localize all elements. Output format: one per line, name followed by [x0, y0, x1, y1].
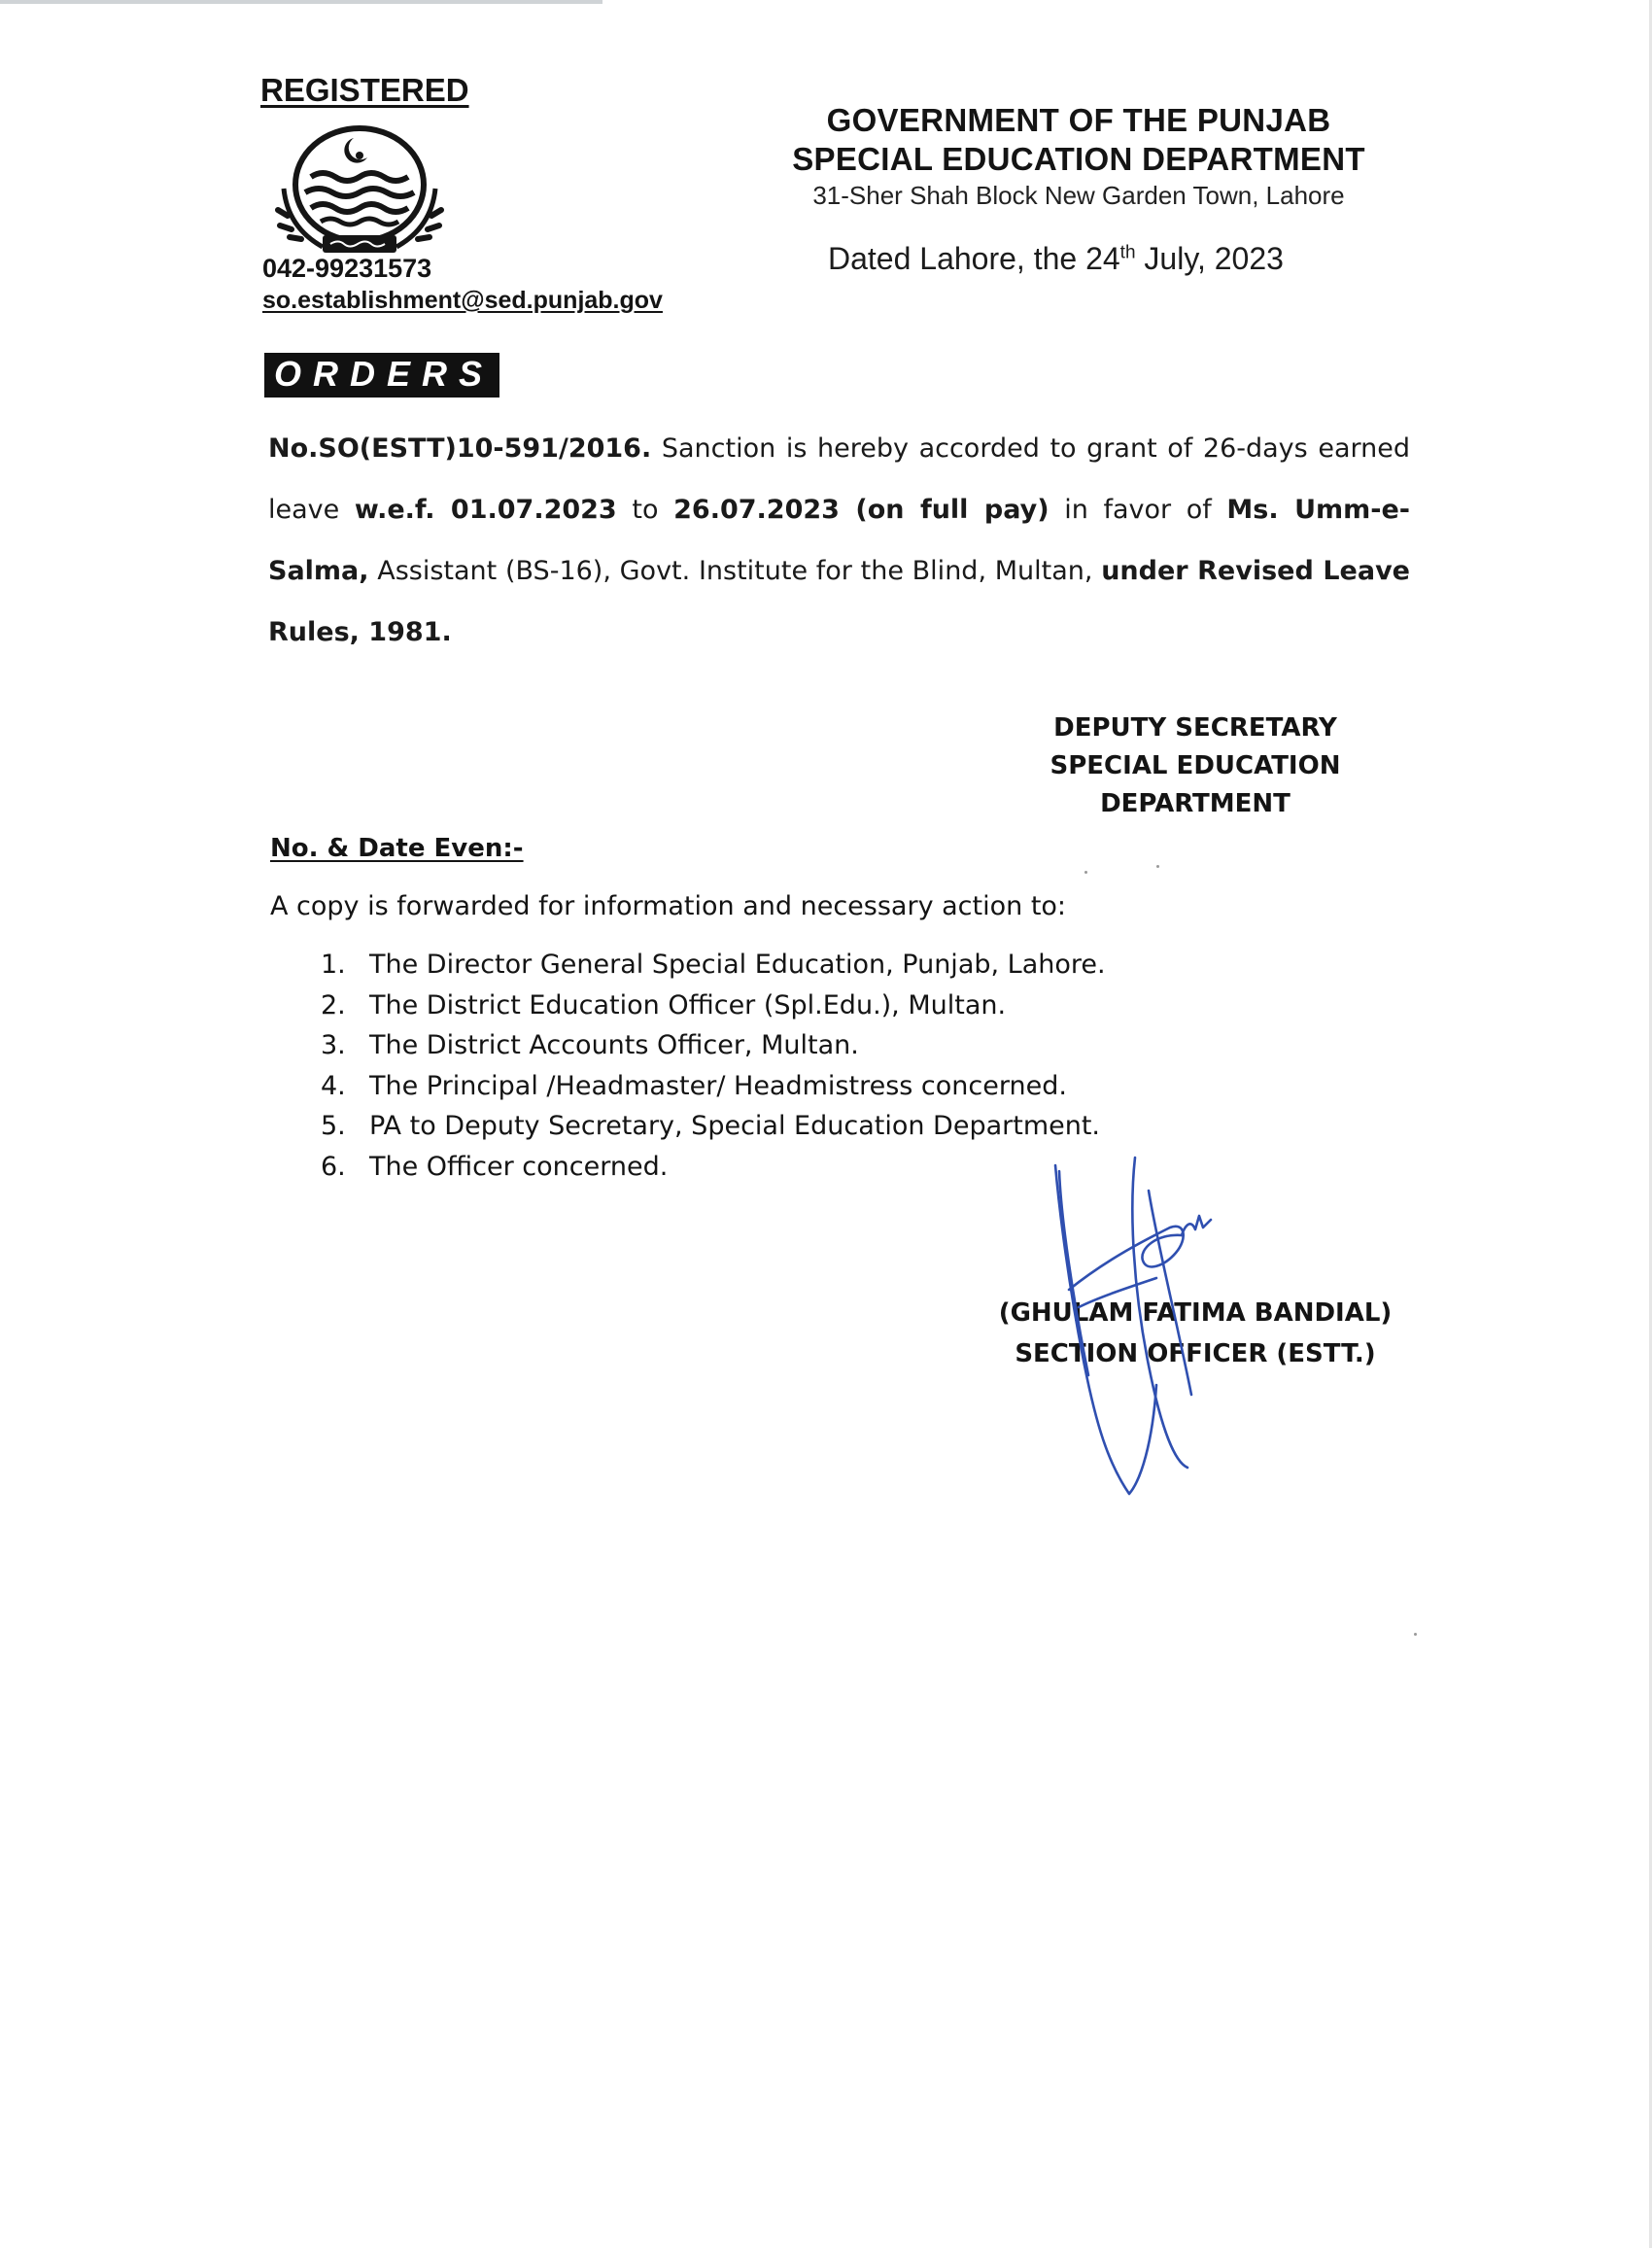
- scan-speck: [1156, 865, 1159, 868]
- order-person: Ms. Umm-e-Salma,: [268, 495, 1410, 586]
- list-item: [321, 1106, 1106, 1147]
- list-text: The Director General Special Education, Punjab, Lahore.: [369, 950, 1106, 980]
- orders-label: ORDERS: [264, 353, 499, 398]
- deputy-line-2: SPECIAL EDUCATION: [1050, 751, 1341, 780]
- deputy-line-1: DEPUTY SECRETARY: [1053, 713, 1337, 743]
- scan-speck: [1084, 871, 1087, 874]
- list-item: [321, 986, 1106, 1026]
- signatory-name: (GHULAM FATIMA BANDIAL): [998, 1298, 1393, 1328]
- copy-heading: No. & Date Even:-: [270, 834, 524, 863]
- list-item: [321, 1066, 1106, 1107]
- order-text-3: in favor of: [1049, 495, 1227, 525]
- signature-icon: [1040, 1152, 1273, 1502]
- order-paragraph: [268, 418, 1410, 663]
- list-text: The District Education Officer (Spl.Edu.), Multan.: [369, 989, 1007, 1020]
- dated-superscript: th: [1119, 242, 1136, 263]
- phone-number: 042-99231573: [262, 254, 432, 283]
- department-title: SPECIAL EDUCATION DEPARTMENT: [792, 141, 1365, 177]
- order-rules: under Revised Leave Rules, 1981.: [268, 556, 1410, 647]
- list-text: The Officer concerned.: [369, 1151, 669, 1182]
- registered-label: REGISTERED: [260, 72, 469, 108]
- list-item: [321, 1025, 1106, 1066]
- department-address: 31-Sher Shah Block New Garden Town, Lahore: [812, 181, 1345, 210]
- order-wef: w.e.f. 01.07.2023: [354, 495, 617, 525]
- recipient-list: [321, 945, 1106, 1187]
- order-number: No.SO(ESTT)10-591/2016.: [268, 433, 652, 464]
- order-text-4: Assistant (BS-16), Govt. Institute for the Blind, Multan,: [368, 556, 1102, 586]
- scan-speck: [1414, 1633, 1417, 1636]
- list-item: [321, 1147, 1106, 1188]
- order-text-1: Sanction is hereby accorded to grant of 26-days earned leave: [268, 433, 1410, 525]
- deputy-secretary-block: [1001, 709, 1390, 823]
- dated-suffix: July, 2023: [1135, 241, 1284, 276]
- deputy-line-3: DEPARTMENT: [1100, 789, 1291, 818]
- scan-edge-top: [0, 0, 602, 4]
- dated-prefix: Dated Lahore, the 24: [828, 241, 1120, 276]
- list-number: 6.: [321, 1151, 346, 1182]
- dated-line: [828, 241, 1284, 277]
- list-number: 1.: [321, 950, 346, 980]
- list-number: 4.: [321, 1070, 346, 1101]
- list-text: The District Accounts Officer, Multan.: [369, 1030, 859, 1060]
- email-address: so.establishment@sed.punjab.gov: [262, 287, 663, 314]
- list-item: [321, 945, 1106, 986]
- order-text-2: to: [616, 495, 674, 525]
- list-number: 5.: [321, 1111, 346, 1141]
- government-title: GOVERNMENT OF THE PUNJAB: [826, 102, 1331, 138]
- copy-intro: A copy is forwarded for information and necessary action to:: [270, 891, 1067, 921]
- list-text: PA to Deputy Secretary, Special Education Department.: [369, 1111, 1101, 1141]
- list-number: 3.: [321, 1030, 346, 1060]
- punjab-emblem-icon: [264, 121, 455, 257]
- signatory-designation: SECTION OFFICER (ESTT.): [1015, 1339, 1376, 1368]
- list-number: 2.: [321, 989, 346, 1020]
- list-text: The Principal /Headmaster/ Headmistress concerned.: [369, 1070, 1067, 1101]
- order-to-date: 26.07.2023 (on full pay): [673, 495, 1050, 525]
- letterhead: [777, 101, 1380, 212]
